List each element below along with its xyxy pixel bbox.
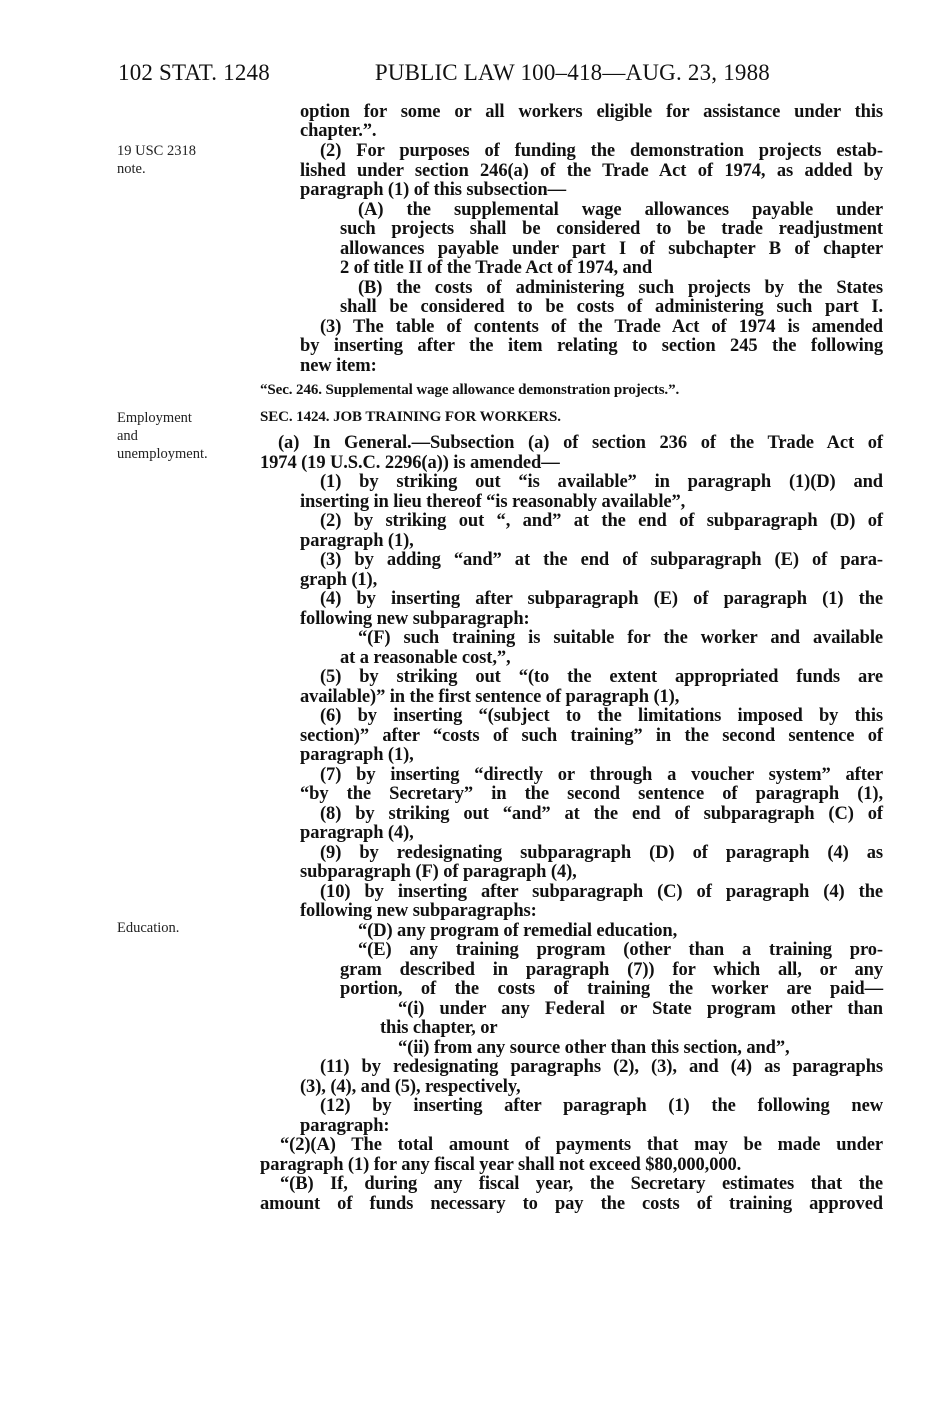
- text-line: (8) by striking out “and” at the end of subparagraph (C) of: [320, 804, 883, 824]
- text-line: (7) by inserting “directly or through a voucher system” after: [320, 765, 883, 785]
- margin-note-employment-line-2: and: [117, 428, 138, 444]
- text-line: paragraph (1) for any fiscal year shall not exceed $80,000,000.: [260, 1155, 742, 1175]
- text-line: (A) the supplemental wage allowances payable under: [358, 200, 883, 220]
- text-line: “(ii) from any source other than this section, and”,: [398, 1038, 790, 1058]
- table-of-contents-item: “Sec. 246. Supplemental wage allowance demonstration projects.”.: [260, 382, 680, 398]
- text-line: 1974 (19 U.S.C. 2296(a)) is amended—: [260, 453, 560, 473]
- margin-note-education: Education.: [117, 920, 180, 936]
- text-line: this chapter, or: [380, 1018, 498, 1038]
- text-line: inserting in lieu thereof “is reasonably available”,: [300, 492, 686, 512]
- text-line: such projects shall be considered to be trade readjustment: [340, 219, 883, 239]
- usc-citation-note: note.: [117, 161, 146, 177]
- margin-note-employment: [117, 409, 247, 463]
- text-line: portion, of the costs of training the worker are paid—: [340, 979, 883, 999]
- running-header: [118, 60, 770, 86]
- text-line: “(D) any program of remedial education,: [358, 921, 678, 941]
- text-line: (a) In General.—Subsection (a) of section 236 of the Trade Act of: [278, 433, 883, 453]
- margin-note-employment-line-3: unemployment.: [117, 446, 208, 462]
- text-line: (B) the costs of administering such projects by the States: [358, 278, 883, 298]
- text-line: (10) by inserting after subparagraph (C) of paragraph (4) the: [320, 882, 883, 902]
- stat-page-number: 102 STAT. 1248: [118, 60, 270, 85]
- text-line: by inserting after the item relating to section 245 the following: [300, 336, 883, 356]
- usc-citation: 19 USC 2318: [117, 143, 196, 159]
- text-line: at a reasonable cost,”,: [340, 648, 511, 668]
- text-line: (11) by redesignating paragraphs (2), (3), and (4) as paragraphs: [320, 1057, 883, 1077]
- text-line: shall be considered to be costs of administering such part I.: [340, 297, 883, 317]
- text-line: (6) by inserting “(subject to the limitations imposed by this: [320, 706, 883, 726]
- text-line: (3) by adding “and” at the end of subparagraph (E) of para-: [320, 550, 883, 570]
- text-line: paragraph (4),: [300, 823, 414, 843]
- text-line: option for some or all workers eligible for assistance under this: [300, 102, 883, 122]
- section-heading: SEC. 1424. JOB TRAINING FOR WORKERS.: [260, 409, 561, 425]
- law-title: PUBLIC LAW 100–418—AUG. 23, 1988: [374, 60, 770, 85]
- text-line: paragraph (1),: [300, 745, 414, 765]
- margin-note-usc: [117, 142, 247, 178]
- text-line: (2) For purposes of funding the demonstration projects estab-: [320, 141, 883, 161]
- text-line: following new subparagraphs:: [300, 901, 537, 921]
- text-line: “(F) such training is suitable for the worker and available: [358, 628, 883, 648]
- text-line: lished under section 246(a) of the Trade Act of 1974, as added by: [300, 161, 883, 181]
- text-line: paragraph (1) of this subsection—: [300, 180, 566, 200]
- text-line: “(2)(A) The total amount of payments that may be made under: [280, 1135, 883, 1155]
- text-line: “by the Secretary” in the second sentence of paragraph (1),: [300, 784, 883, 804]
- text-line: paragraph (1),: [300, 531, 414, 551]
- margin-note-employment-line-1: Employment: [117, 410, 192, 426]
- text-line: “(E) any training program (other than a training pro-: [358, 940, 883, 960]
- text-line: (4) by inserting after subparagraph (E) of paragraph (1) the: [320, 589, 883, 609]
- text-line: 2 of title II of the Trade Act of 1974, and: [340, 258, 653, 278]
- text-line: following new subparagraph:: [300, 609, 530, 629]
- text-line: paragraph:: [300, 1116, 390, 1136]
- text-line: “(B) If, during any fiscal year, the Secretary estimates that the: [280, 1174, 883, 1194]
- text-line: available)” in the first sentence of paragraph (1),: [300, 687, 680, 707]
- text-line: (5) by striking out “(to the extent appropriated funds are: [320, 667, 883, 687]
- text-line: allowances payable under part I of subchapter B of chapter: [340, 239, 883, 259]
- text-line: (3), (4), and (5), respectively,: [300, 1077, 521, 1097]
- text-line: gram described in paragraph (7)) for which all, or any: [340, 960, 883, 980]
- text-line: new item:: [300, 356, 377, 376]
- text-line: amount of funds necessary to pay the costs of training approved: [260, 1194, 883, 1214]
- text-line: “(i) under any Federal or State program other than: [398, 999, 883, 1019]
- text-line: (1) by striking out “is available” in paragraph (1)(D) and: [320, 472, 883, 492]
- text-line: graph (1),: [300, 570, 378, 590]
- text-line: chapter.”.: [300, 121, 377, 141]
- text-line: subparagraph (F) of paragraph (4),: [300, 862, 577, 882]
- text-line: (12) by inserting after paragraph (1) the following new: [320, 1096, 883, 1116]
- text-line: (2) by striking out “, and” at the end of subparagraph (D) of: [320, 511, 883, 531]
- text-line: (3) The table of contents of the Trade Act of 1974 is amended: [320, 317, 883, 337]
- text-line: (9) by redesignating subparagraph (D) of paragraph (4) as: [320, 843, 883, 863]
- text-line: section)” after “costs of such training” in the second sentence of: [300, 726, 883, 746]
